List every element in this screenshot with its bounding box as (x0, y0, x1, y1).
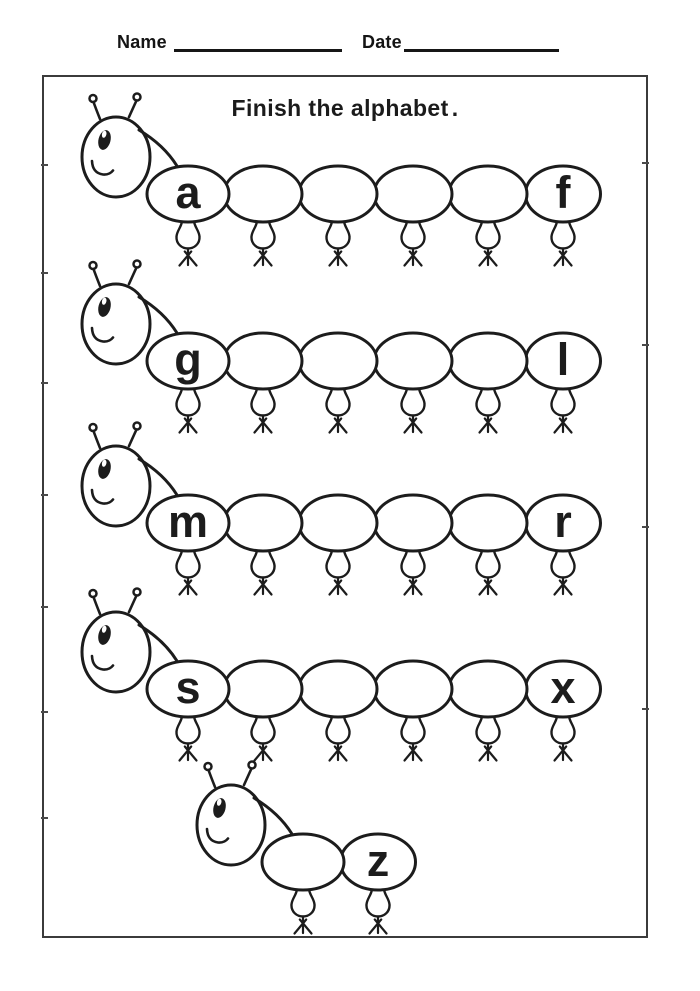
caterpillar-leg (176, 716, 199, 761)
leg-foot (326, 388, 349, 416)
caterpillar-leg (326, 388, 349, 433)
segment-letter: x (550, 662, 576, 713)
antenna-left-curl-icon (90, 95, 97, 102)
caterpillar-row (82, 94, 601, 266)
caterpillar-row (197, 762, 416, 934)
leg-foot (176, 716, 199, 744)
scan-tick (41, 817, 48, 819)
segment-letter: r (554, 496, 572, 547)
antenna-left-icon (209, 770, 216, 787)
leg-foot (476, 716, 499, 744)
leg-foot (176, 388, 199, 416)
caterpillar-leg (476, 550, 499, 595)
caterpillar-row (82, 423, 601, 595)
blank-segment[interactable] (449, 661, 527, 717)
antenna-right-curl-icon (134, 261, 141, 268)
leg-foot (401, 716, 424, 744)
caterpillar-leg (401, 716, 424, 761)
antenna-right-curl-icon (134, 94, 141, 101)
caterpillar-leg (251, 221, 274, 266)
caterpillar-leg (476, 388, 499, 433)
blank-segment[interactable] (262, 834, 344, 890)
blank-segment[interactable] (374, 495, 452, 551)
blank-segment[interactable] (224, 166, 302, 222)
scan-tick (41, 494, 48, 496)
leg-foot (251, 716, 274, 744)
date-label: Date (362, 32, 402, 52)
caterpillar-leg (476, 716, 499, 761)
blank-segment[interactable] (224, 333, 302, 389)
title-period: . (451, 95, 459, 121)
blank-segment[interactable] (449, 166, 527, 222)
leg-foot (401, 221, 424, 249)
scan-tick (41, 382, 48, 384)
leg-foot (291, 889, 314, 917)
leg-foot (401, 388, 424, 416)
leg-foot (176, 550, 199, 578)
blank-segment[interactable] (299, 661, 377, 717)
leg-foot (326, 716, 349, 744)
leg-foot (176, 221, 199, 249)
scan-tick (41, 272, 48, 274)
caterpillar-leg (476, 221, 499, 266)
caterpillar-head (82, 261, 150, 365)
antenna-left-icon (94, 597, 101, 614)
leg-foot (476, 550, 499, 578)
scan-tick (41, 164, 48, 166)
antenna-left-icon (94, 102, 101, 119)
caterpillar-leg (401, 550, 424, 595)
leg-foot (551, 388, 574, 416)
leg-foot (551, 221, 574, 249)
segment-letter: g (174, 334, 202, 385)
antenna-right-curl-icon (134, 423, 141, 430)
leg-foot (326, 550, 349, 578)
caterpillar-leg (251, 550, 274, 595)
leg-foot (401, 550, 424, 578)
scan-tick (41, 711, 48, 713)
segment-letter: m (167, 496, 209, 547)
segment-letter: s (175, 662, 201, 713)
leg-foot (551, 716, 574, 744)
leg-foot (476, 388, 499, 416)
caterpillar-head (82, 589, 150, 693)
antenna-right-icon (129, 430, 137, 447)
antenna-right-icon (129, 101, 137, 118)
blank-segment[interactable] (299, 166, 377, 222)
leg-foot (251, 388, 274, 416)
caterpillar-leg (176, 388, 199, 433)
caterpillar-leg (551, 550, 574, 595)
caterpillar-leg (401, 221, 424, 266)
caterpillars-svg (42, 75, 648, 938)
blank-segment[interactable] (449, 333, 527, 389)
caterpillar-leg (326, 221, 349, 266)
title-text: Finish the alphabet (231, 95, 449, 121)
leg-foot (476, 221, 499, 249)
antenna-right-icon (129, 268, 137, 285)
caterpillar-head (197, 762, 265, 866)
leg-foot (366, 889, 389, 917)
caterpillar-leg (251, 388, 274, 433)
name-label: Name (117, 32, 167, 52)
antenna-left-curl-icon (205, 763, 212, 770)
segment-letter: z (366, 835, 390, 886)
caterpillar-leg (291, 889, 314, 934)
segment-letter: f (555, 167, 571, 218)
leg-foot (551, 550, 574, 578)
leg-foot (251, 550, 274, 578)
caterpillar-row (82, 589, 601, 761)
caterpillar-leg (176, 221, 199, 266)
antenna-right-icon (244, 769, 252, 786)
caterpillar-leg (551, 388, 574, 433)
segment-letter: l (556, 334, 570, 385)
antenna-left-curl-icon (90, 590, 97, 597)
caterpillar-head (82, 94, 150, 198)
antenna-left-icon (94, 269, 101, 286)
scan-tick (642, 344, 649, 346)
blank-segment[interactable] (299, 495, 377, 551)
caterpillar-leg (326, 550, 349, 595)
antenna-left-curl-icon (90, 424, 97, 431)
caterpillar-head (82, 423, 150, 527)
caterpillar-leg (551, 221, 574, 266)
antenna-right-curl-icon (249, 762, 256, 769)
caterpillar-leg (251, 716, 274, 761)
date-input-line[interactable] (404, 49, 559, 52)
antenna-left-icon (94, 431, 101, 448)
name-input-line[interactable] (174, 49, 342, 52)
blank-segment[interactable] (374, 661, 452, 717)
antenna-right-icon (129, 596, 137, 613)
caterpillar-row (82, 261, 601, 433)
segment-letter: a (175, 167, 201, 218)
caterpillar-leg (401, 388, 424, 433)
worksheet-box (42, 75, 648, 938)
antenna-left-curl-icon (90, 262, 97, 269)
caterpillar-leg (366, 889, 389, 934)
scan-tick (642, 708, 649, 710)
scan-tick (642, 526, 649, 528)
antenna-right-curl-icon (134, 589, 141, 596)
leg-foot (251, 221, 274, 249)
caterpillar-leg (326, 716, 349, 761)
caterpillar-leg (551, 716, 574, 761)
scan-tick (41, 606, 48, 608)
blank-segment[interactable] (224, 495, 302, 551)
blank-segment[interactable] (374, 333, 452, 389)
caterpillar-leg (176, 550, 199, 595)
leg-foot (326, 221, 349, 249)
blank-segment[interactable] (449, 495, 527, 551)
blank-segment[interactable] (374, 166, 452, 222)
blank-segment[interactable] (224, 661, 302, 717)
scan-tick (642, 162, 649, 164)
blank-segment[interactable] (299, 333, 377, 389)
